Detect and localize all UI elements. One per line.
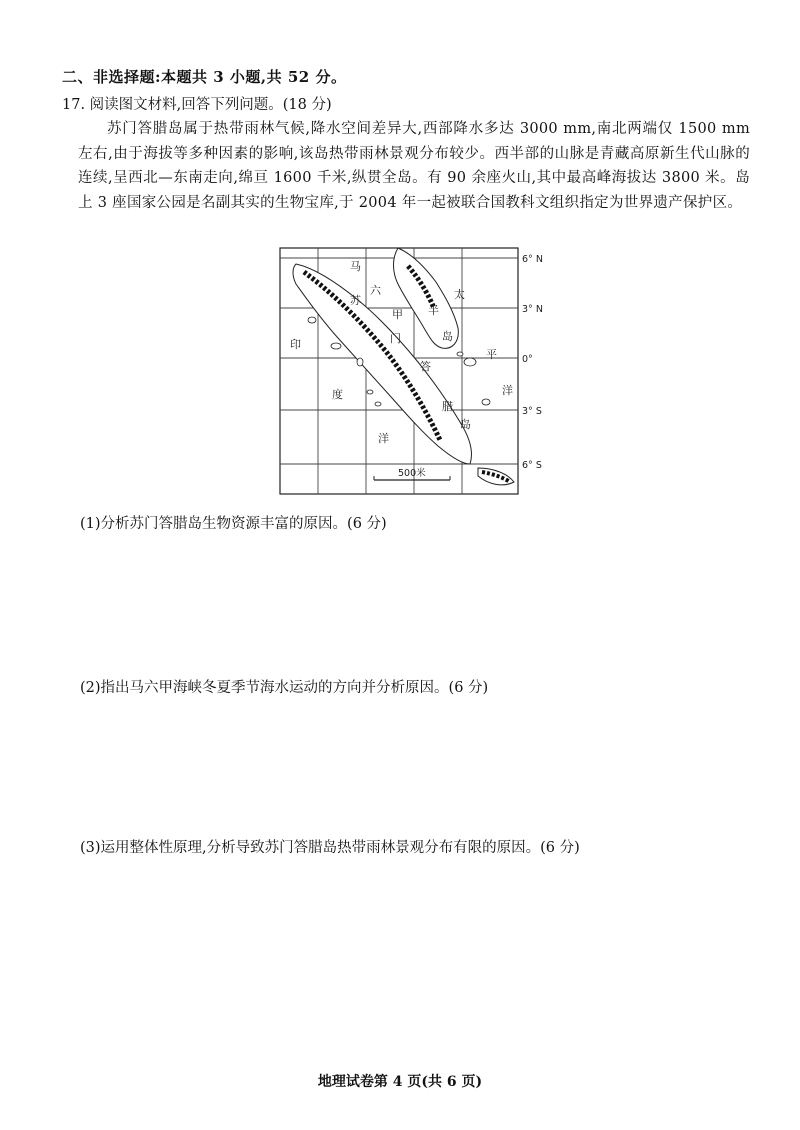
label-tai: 太 xyxy=(454,288,465,301)
label-yin: 印 xyxy=(290,338,301,351)
page-footer: 地理试卷第 4 页(共 6 页) xyxy=(317,1074,483,1090)
label-jia: 甲 xyxy=(392,308,403,321)
label-dao1: 岛 xyxy=(442,330,453,343)
sumatra-map xyxy=(274,242,554,500)
label-ban: 半 xyxy=(428,304,439,317)
lat-label-6s: 6° S xyxy=(522,460,542,471)
sub-question-3: (3)运用整体性原理,分析导致苏门答腊岛热带雨林景观分布有限的原因。(6 分) xyxy=(80,840,580,856)
label-du: 度 xyxy=(332,388,343,401)
lat-label-6n: 6° N xyxy=(522,254,543,265)
label-ping: 平 xyxy=(486,348,497,361)
sub-question-1: (1)分析苏门答腊岛生物资源丰富的原因。(6 分) xyxy=(80,516,387,532)
sub-question-2: (2)指出马六甲海峡冬夏季节海水运动的方向并分析原因。(6 分) xyxy=(80,680,489,696)
question-heading: 17. 阅读图文材料,回答下列问题。(18 分) xyxy=(62,97,332,113)
question-passage: 苏门答腊岛属于热带雨林气候,降水空间差异大,西部降水多达 3000 mm,南北两端仅 1500 mm 左右,由于海拔等多种因素的影响,该岛热带雨林景观分布较少。西半部的山脉是青藏高原新生代山脉的连续,呈西北—东南走向,绵亘 1600 千米,纵贯全岛。有 90 余座火山,其中最高峰海拔达 3800 米。岛上 3 座国家公园是名副其实的生物宝库,于 2004 年一起被联合国教科文组织指定为世界遗产保护区。 xyxy=(78,121,750,211)
label-liu: 六 xyxy=(370,284,381,297)
scale-label: 500米 xyxy=(398,468,426,479)
label-da: 答 xyxy=(420,360,431,373)
label-yang2: 洋 xyxy=(378,432,389,445)
label-yang1: 洋 xyxy=(502,384,513,397)
label-ma: 马 xyxy=(350,260,361,273)
lat-label-3s: 3° S xyxy=(522,406,542,417)
label-men: 门 xyxy=(390,332,401,345)
lat-label-0: 0° xyxy=(522,354,533,365)
label-la: 腊 xyxy=(442,400,453,413)
label-dao2: 岛 xyxy=(460,418,471,431)
lat-label-3n: 3° N xyxy=(522,304,543,315)
section-title: 二、非选择题:本题共 3 小题,共 52 分。 xyxy=(62,68,347,86)
label-su: 苏 xyxy=(350,294,361,307)
